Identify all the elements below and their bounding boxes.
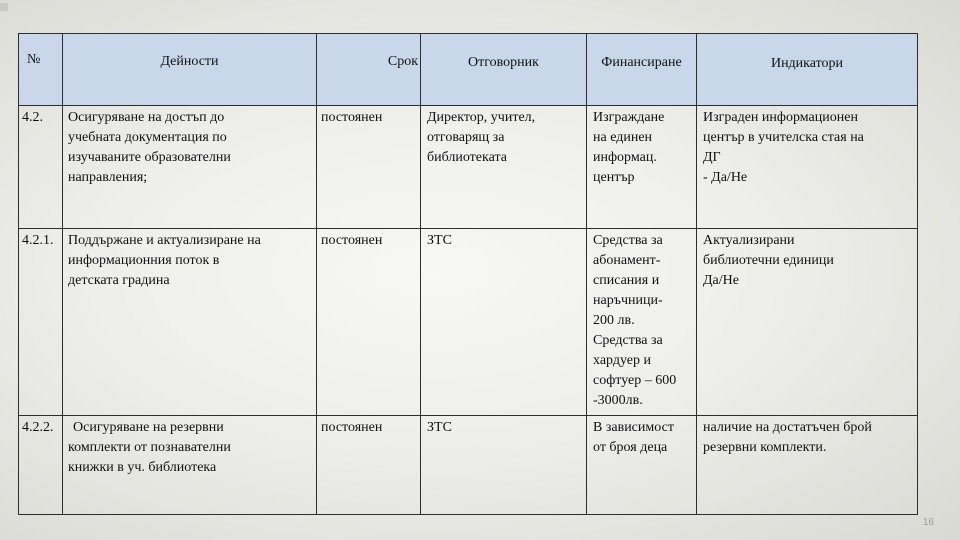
financing-line: център bbox=[593, 170, 635, 185]
indicator-line: наличие на достатъчен брой bbox=[703, 420, 872, 435]
indicator-line: - Да/Не bbox=[703, 170, 748, 185]
header-responsible: Отговорник bbox=[421, 34, 587, 106]
activity-line: Осигуряване на достъп до bbox=[68, 110, 225, 125]
indicator-line: център в учителска стая на bbox=[703, 130, 864, 145]
indicator-line: Актуализирани bbox=[703, 233, 795, 248]
responsible-line: библиотеката bbox=[427, 150, 507, 165]
activity-line: книжки в уч. библиотека bbox=[68, 460, 217, 475]
financing-line: В зависимост bbox=[593, 420, 674, 435]
financing-line: наръчници- bbox=[593, 293, 663, 308]
activity-line: комплекти от познавателни bbox=[68, 440, 231, 455]
row-activity bbox=[63, 229, 317, 416]
financing-line: абонамент- bbox=[593, 253, 661, 268]
activity-line: учебната документация по bbox=[68, 130, 227, 145]
activity-line: Осигуряване на резервни bbox=[73, 420, 224, 435]
row-duration: постоянен bbox=[317, 229, 421, 416]
row-number: 4.2. bbox=[19, 106, 63, 229]
row-activity bbox=[63, 416, 317, 515]
row-indicators bbox=[697, 416, 918, 515]
table-row bbox=[19, 106, 918, 229]
table-row bbox=[19, 229, 918, 416]
row-responsible bbox=[421, 416, 587, 515]
row-financing bbox=[587, 106, 697, 229]
activity-line: информационния поток в bbox=[68, 253, 220, 268]
table-header-row bbox=[19, 34, 918, 106]
header-duration: Срок bbox=[317, 34, 421, 106]
financing-line: списания и bbox=[593, 273, 660, 288]
activity-line: детската градина bbox=[68, 273, 170, 288]
header-activities: Дейности bbox=[63, 34, 317, 106]
page-number: 16 bbox=[922, 517, 934, 528]
row-activity bbox=[63, 106, 317, 229]
header-financing: Финансиране bbox=[587, 34, 697, 106]
financing-line: информац. bbox=[593, 150, 657, 165]
row-responsible bbox=[421, 229, 587, 416]
responsible-line: ЗТС bbox=[427, 420, 452, 435]
financing-line: Средства за bbox=[593, 333, 663, 348]
activity-table bbox=[18, 33, 918, 515]
indicator-line: Изграден информационен bbox=[703, 110, 858, 125]
activity-line: Поддържане и актуализиране на bbox=[68, 233, 261, 248]
row-number: 4.2.2. bbox=[19, 416, 63, 515]
row-duration: постоянен bbox=[317, 106, 421, 229]
row-financing bbox=[587, 416, 697, 515]
responsible-line: Директор, учител, bbox=[427, 110, 536, 125]
responsible-line: ЗТС bbox=[427, 233, 452, 248]
activity-line: направления; bbox=[68, 170, 148, 185]
row-indicators bbox=[697, 106, 918, 229]
financing-line: Изграждане bbox=[593, 110, 665, 125]
indicator-line: библиотечни единици bbox=[703, 253, 834, 268]
row-indicators bbox=[697, 229, 918, 416]
financing-line: Средства за bbox=[593, 233, 663, 248]
indicator-line: Да/Не bbox=[703, 273, 739, 288]
row-responsible bbox=[421, 106, 587, 229]
financing-line: софтуер – 600 bbox=[593, 373, 677, 388]
financing-line: на единен bbox=[593, 130, 653, 145]
responsible-line: отговарящ за bbox=[427, 130, 505, 145]
financing-line: -3000лв. bbox=[593, 393, 643, 408]
financing-line: 200 лв. bbox=[593, 313, 635, 328]
financing-line: хардуер и bbox=[593, 353, 651, 368]
table-row bbox=[19, 416, 918, 515]
corner-decoration bbox=[0, 3, 8, 11]
header-number: № bbox=[19, 34, 63, 106]
row-financing bbox=[587, 229, 697, 416]
header-indicators: Индикатори bbox=[697, 34, 918, 106]
row-number: 4.2.1. bbox=[19, 229, 63, 416]
financing-line: от броя деца bbox=[593, 440, 668, 455]
indicator-line: резервни комплекти. bbox=[703, 440, 827, 455]
indicator-line: ДГ bbox=[703, 150, 721, 165]
activity-line: изучаваните образователни bbox=[68, 150, 231, 165]
row-duration: постоянен bbox=[317, 416, 421, 515]
